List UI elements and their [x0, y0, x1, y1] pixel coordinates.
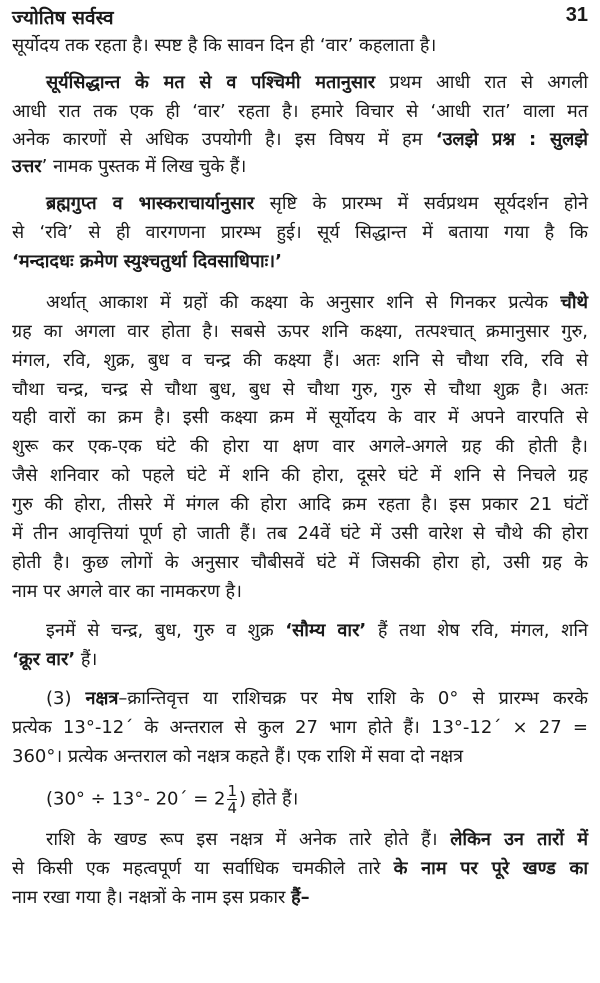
text-line: [46, 828, 588, 852]
text-line: [12, 745, 588, 769]
text-segment: शुरू कर एक-एक घंटे की होरा या क्षण वार अगले-अगले ग्रह की होती है।: [12, 436, 588, 457]
text-line: [12, 34, 588, 58]
text-segment: (30° ÷ 13°- 20´ = 2: [46, 788, 226, 810]
text-segment: में तीन आवृत्तियां पूर्ण हो जाती हैं। तब 24वें घंटे में उसी वारेश से चौथे की होरा: [12, 523, 588, 544]
text-line: [12, 886, 588, 910]
text-line: [12, 522, 588, 546]
text-line: [12, 100, 588, 124]
text-segment: मंगल, रवि, शुक्र, बुध व चन्द्र की कक्ष्या हैं। अतः शनि से चौथा रवि, रवि से: [12, 350, 588, 371]
text-segment: 360°। प्रत्येक अन्तराल को नक्षत्र कहते हैं। एक राशि में सवा दो नक्षत्र: [12, 746, 464, 767]
text-segment: नाम पर अगले वार का नामकरण है।: [12, 581, 242, 602]
fraction: [227, 783, 237, 816]
text-line: [12, 406, 588, 430]
text-segment: से ‘रवि’ से ही वारगणना प्रारम्भ हुई। सूर्य सिद्धान्त में बताया गया है कि: [12, 222, 588, 243]
text-segment: होती है। कुछ लोगों के अनुसार चौबीसवें घंटे में जिसकी होरा हो, उसी ग्रह के: [12, 552, 588, 573]
text-segment: राशि के खण्ड रूप इस नक्षत्र में अनेक तारे होते हैं।: [46, 829, 451, 850]
text-line: [12, 128, 588, 152]
text-line: [12, 580, 588, 604]
bold-text: लेकिन उन तारों में: [450, 829, 588, 850]
bold-text: हैं–: [291, 887, 310, 908]
text-segment: सूर्योदय तक रहता है। स्पष्ट है कि सावन दिन ही ‘वार’ कहलाता है।: [12, 35, 437, 56]
text-segment: ) होते हैं।: [239, 788, 299, 810]
text-line: [46, 192, 588, 216]
text-line: [12, 221, 588, 245]
text-line: [46, 687, 588, 711]
text-segment: यही वारों का क्रम है। इसी कक्ष्या क्रम में सूर्योदय के वार में अपने वारपति से: [12, 407, 588, 428]
text-segment: आधी रात तक एक ही ‘वार’ रहता है। हमारे विचार से ‘आधी रात’ वाला मत: [12, 101, 588, 122]
text-line: [12, 648, 588, 672]
text-segment: प्रत्येक 13°-12´ के अन्तराल से कुल 27 भाग होते हैं। 13°-12´ × 27 =: [12, 717, 588, 738]
text-line: [12, 493, 588, 517]
bold-text: ‘मन्दादधः क्रमेण स्युश्चतुर्था दिवसाधिपाः।’: [12, 251, 282, 272]
text-line: [46, 783, 588, 816]
page-number: 31: [565, 4, 588, 26]
text-segment: ’ नामक पुस्तक में लिख चुके हैं।: [41, 156, 247, 177]
running-header: [12, 4, 588, 32]
text-line: [12, 378, 588, 402]
fraction-denominator: 4: [227, 799, 238, 817]
text-line: [46, 71, 588, 95]
text-segment: हैं तथा शेष रवि, मंगल, शनि: [366, 620, 588, 641]
text-line: [12, 435, 588, 459]
text-segment: जैसे शनिवार को पहले घंटे में शनि की होरा, दूसरे घंटे में शनि से निचले ग्रह: [12, 465, 588, 486]
text-line: [12, 250, 588, 274]
text-segment: चौथा चन्द्र, चन्द्र से चौथा बुध, बुध से चौथा गुरु, गुरु से चौथा शुक्र है। अतः: [12, 379, 588, 400]
bold-text: चौथे: [560, 292, 588, 313]
book-title: ज्योतिष सर्वस्व: [12, 7, 114, 29]
bold-text: उत्तर: [12, 156, 42, 177]
text-segment: हैं।: [75, 649, 98, 670]
bold-text: ‘सौम्य वार’: [285, 620, 367, 641]
text-line: [12, 464, 588, 488]
bold-text: सूर्यसिद्धान्त के मत से व पश्चिमी मतानुसार: [46, 72, 376, 93]
fraction-numerator: 1: [227, 782, 238, 800]
text-segment: सृष्टि के प्रारम्भ में सर्वप्रथम सूर्यदर्शन होने: [254, 193, 588, 214]
bold-text: ‘उलझे प्रश्न : सुलझे: [435, 129, 588, 150]
text-line: [12, 857, 588, 881]
text-segment: अर्थात् आकाश में ग्रहों की कक्ष्या के अनुसार शनि से गिनकर प्रत्येक: [46, 292, 561, 313]
bold-text: नक्षत्र: [85, 688, 119, 709]
bold-text: ब्रह्मगुप्त व भास्कराचार्यानुसार: [46, 193, 255, 214]
text-line: [12, 551, 588, 575]
text-segment: गुरु की होरा, तीसरे में मंगल की होरा आदि क्रम रहता है। इस प्रकार 21 घंटों: [12, 494, 588, 515]
text-line: [12, 716, 588, 740]
text-segment: नाम रखा गया है। नक्षत्रों के नाम इस प्रकार: [12, 887, 292, 908]
text-segment: ग्रह का अगला वार होता है। सबसे ऊपर शनि कक्ष्या, तत्पश्चात् क्रमानुसार गुरु,: [12, 321, 588, 342]
bold-text: ‘क्रूर वार’: [12, 649, 76, 670]
text-segment: इनमें से चन्द्र, बुध, गुरु व शुक्र: [46, 620, 286, 641]
text-line: [12, 349, 588, 373]
text-segment: (3): [46, 688, 86, 709]
text-segment: –क्रान्तिवृत्त या राशिचक्र पर मेष राशि के 0° से प्रारम्भ करके: [118, 688, 588, 709]
text-line: [46, 291, 588, 315]
text-segment: से किसी एक महत्वपूर्ण या सर्वाधिक चमकीले तारे: [12, 858, 394, 879]
text-line: [46, 619, 588, 643]
text-line: [12, 320, 588, 344]
text-line: [12, 155, 588, 179]
bold-text: के नाम पर पूरे खण्ड का: [393, 858, 588, 879]
text-segment: अनेक कारणों से अधिक उपयोगी है। इस विषय में हम: [12, 129, 436, 150]
text-segment: प्रथम आधी रात से अगली: [375, 72, 589, 93]
